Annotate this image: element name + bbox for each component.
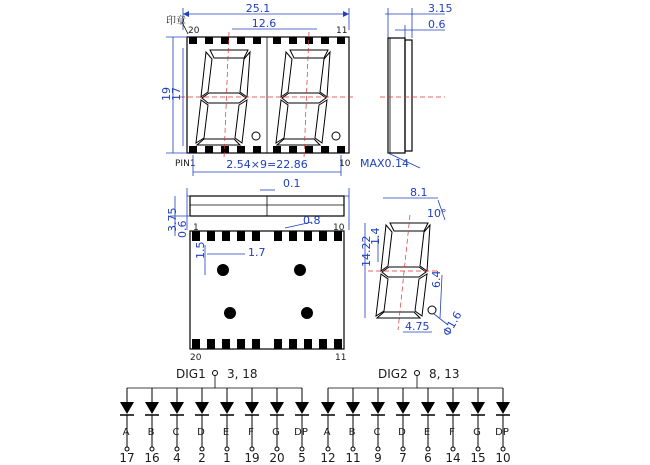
pin-number-label: 1 xyxy=(223,451,231,465)
circuit-diagram xyxy=(119,367,510,465)
segment-label: F xyxy=(248,427,254,438)
bottom-pin-1-label: 1 xyxy=(193,223,199,233)
pin-number-label: 14 xyxy=(445,451,461,465)
pin-10-label: 10 xyxy=(339,159,351,169)
side-view xyxy=(360,2,453,170)
dp-offset-dimension: 6.4 xyxy=(430,270,443,288)
digit-height-dimension: 14.22 xyxy=(360,235,373,267)
diode-2-c xyxy=(371,388,385,465)
segment-label: G xyxy=(473,427,481,438)
segment-label: B xyxy=(348,427,356,438)
diode-1-f xyxy=(244,388,259,465)
segment-label: G xyxy=(272,427,280,438)
side-body xyxy=(388,38,405,153)
bottom-view xyxy=(166,177,349,363)
bottom-pin-11-label: 11 xyxy=(335,353,347,363)
dig2-pins-label: 8, 13 xyxy=(429,367,460,381)
dig1-pins-label: 3, 18 xyxy=(227,367,258,381)
pin-11-label: 11 xyxy=(336,26,348,36)
diode-1-e xyxy=(220,388,234,465)
bottom-pin-10-label: 10 xyxy=(333,223,345,233)
diode-array xyxy=(119,388,510,465)
bottom-lower-pads xyxy=(192,339,342,349)
diode-2-f xyxy=(445,388,460,465)
bottom-pin-20-label: 20 xyxy=(190,353,202,363)
diode-1-a xyxy=(119,388,134,465)
max-dimension: MAX0.14 xyxy=(360,157,410,170)
diode-1-g xyxy=(269,388,284,465)
pin-pitch-dimension: 2.54×9=22.86 xyxy=(226,158,308,171)
diode-2-d xyxy=(396,388,410,465)
logo-mark: 印章 xyxy=(166,16,186,27)
side-lens xyxy=(405,40,412,151)
front-view xyxy=(160,2,355,176)
mounting-dot xyxy=(217,264,229,276)
depth-dimension: 3.15 xyxy=(428,2,453,15)
pin-number-label: 9 xyxy=(374,451,382,465)
diode-1-b xyxy=(144,388,159,465)
segment-label: E xyxy=(222,427,230,438)
dp-x-dimension: 4.75 xyxy=(405,320,430,333)
pin-number-label: 11 xyxy=(345,451,361,465)
gap-dimension: 0.1 xyxy=(283,177,301,190)
pin-number-label: 15 xyxy=(470,451,486,465)
pin-20-label: 20 xyxy=(188,26,200,36)
pin-1-label: PIN1 xyxy=(175,159,196,169)
segment-label: F xyxy=(449,427,455,438)
segment-label: E xyxy=(423,427,431,438)
segment-angle-dimension: 10° xyxy=(427,207,447,220)
pin-number-label: 17 xyxy=(119,451,135,465)
dig1-label: DIG1 xyxy=(176,367,206,381)
diode-2-dp xyxy=(495,388,511,465)
height-2-dimension: 0.6 xyxy=(176,220,189,238)
diode-2-a xyxy=(320,388,335,465)
pad-height-dimension: 1.5 xyxy=(194,241,207,259)
segment-label: B xyxy=(147,427,155,438)
mounting-dot xyxy=(301,307,313,319)
segment-width-dimension: 8.1 xyxy=(410,186,428,199)
pin-number-label: 16 xyxy=(144,451,160,465)
segment-label: DP xyxy=(294,427,308,438)
segment-label: A xyxy=(323,427,331,438)
bottom-upper-pads xyxy=(192,231,342,241)
segment-label: D xyxy=(197,427,205,438)
segment-label: DP xyxy=(495,427,509,438)
pin-number-label: 19 xyxy=(244,451,260,465)
diode-2-g xyxy=(470,388,485,465)
segment-label: A xyxy=(122,427,130,438)
pin-pitch-dimension: 1.7 xyxy=(248,246,266,259)
mounting-dot xyxy=(294,264,306,276)
width-dimension: 25.1 xyxy=(245,2,271,15)
dp-diameter-dimension: Φ1.6 xyxy=(440,309,465,339)
pin-number-label: 2 xyxy=(198,451,206,465)
pin-number-label: 6 xyxy=(424,451,432,465)
diode-2-e xyxy=(421,388,435,465)
pin-number-label: 4 xyxy=(173,451,181,465)
pin-number-label: 12 xyxy=(320,451,336,465)
pin-number-label: 20 xyxy=(269,451,285,465)
diode-2-b xyxy=(345,388,360,465)
pin-number-label: 5 xyxy=(298,451,306,465)
bottom-body xyxy=(190,231,344,349)
mounting-dot xyxy=(224,307,236,319)
segment-detail xyxy=(360,186,465,338)
segment-label: C xyxy=(172,427,180,438)
height-1-dimension: 3.75 xyxy=(166,207,179,232)
pad-dimension: 0.8 xyxy=(303,214,321,227)
pin-number-label: 10 xyxy=(495,451,511,465)
diode-1-dp xyxy=(294,388,309,465)
inner-height-dimension: 17 xyxy=(170,87,183,101)
segment-height-dimension: 1.4 xyxy=(369,227,382,245)
digit-pitch-dimension: 12.6 xyxy=(251,17,277,30)
diode-1-d xyxy=(195,388,209,465)
dig2-label: DIG2 xyxy=(378,367,408,381)
pin-number-label: 7 xyxy=(399,451,407,465)
diode-1-c xyxy=(170,388,184,465)
lens-dimension: 0.6 xyxy=(428,18,446,31)
height-dimension: 19 xyxy=(160,87,173,101)
segment-label: D xyxy=(398,427,406,438)
segment-label: C xyxy=(373,427,381,438)
